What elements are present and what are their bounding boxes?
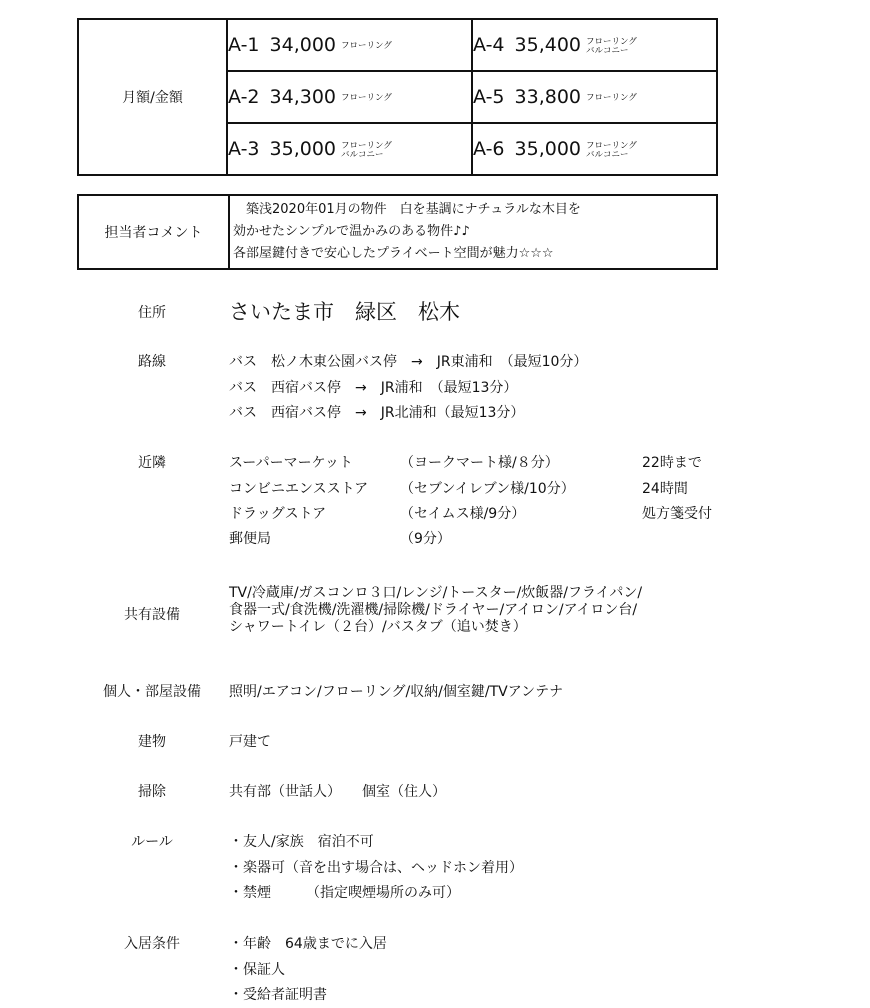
shared-line: シャワートイレ（２台）/バスタブ（追い焚き） bbox=[229, 619, 527, 635]
shared-label: 共有設備 bbox=[124, 607, 180, 623]
room-id: A-2 bbox=[228, 86, 260, 108]
route-line: バス 西宿バス停 → JR浦和 （最短13分） bbox=[229, 380, 518, 396]
comment-line: 各部屋鍵付きで安心したプライベート空間が魅力☆☆☆ bbox=[233, 246, 554, 261]
nearby-name: 郵便局 bbox=[229, 531, 271, 547]
room-feature: バルコニー bbox=[586, 149, 629, 160]
conditions-label: 入居条件 bbox=[124, 936, 180, 952]
room-feature: バルコニー bbox=[586, 45, 629, 56]
room-price: 35,000 bbox=[269, 138, 337, 160]
room-cell bbox=[472, 19, 717, 71]
address-value: さいたま市 緑区 松木 bbox=[229, 300, 460, 324]
nearby-note: 24時間 bbox=[642, 481, 688, 497]
nearby-name: コンビニエンスストア bbox=[229, 481, 369, 497]
room-features bbox=[586, 94, 637, 103]
room-price: 34,000 bbox=[269, 34, 337, 56]
room-feature: フローリング bbox=[341, 41, 392, 51]
building-label: 建物 bbox=[138, 734, 166, 750]
room-feature: フローリング bbox=[586, 140, 637, 151]
rules-line: ・楽器可（音を出す場合は、ヘッドホン着用） bbox=[229, 860, 523, 876]
nearby-label: 近隣 bbox=[138, 455, 166, 471]
address-label: 住所 bbox=[138, 305, 166, 321]
room-price: 33,800 bbox=[514, 86, 582, 108]
room-features bbox=[341, 94, 392, 103]
nearby-note: 処方箋受付 bbox=[642, 506, 712, 522]
room-feature: フローリング bbox=[341, 93, 392, 103]
room-id: A-5 bbox=[473, 86, 505, 108]
room-features bbox=[586, 142, 637, 160]
comment-table bbox=[77, 194, 718, 270]
nearby-detail: （セブンイレブン様/10分） bbox=[400, 481, 575, 497]
room-feature: フローリング bbox=[341, 140, 392, 151]
room-cell bbox=[227, 71, 472, 123]
rules-line: ・禁煙 （指定喫煙場所のみ可） bbox=[229, 885, 460, 901]
shared-line: TV/冷蔵庫/ガスコンロ３口/レンジ/トースター/炊飯器/フライパン/ bbox=[229, 585, 643, 601]
personal-label: 個人・部屋設備 bbox=[103, 684, 201, 700]
room-features bbox=[341, 142, 392, 160]
building-value: 戸建て bbox=[229, 734, 271, 750]
shared-line: 食器一式/食洗機/洗濯機/掃除機/ドライヤー/アイロン/アイロン台/ bbox=[229, 602, 638, 618]
rules-line: ・友人/家族 宿泊不可 bbox=[229, 834, 374, 850]
room-cell bbox=[227, 19, 472, 71]
conditions-line: ・保証人 bbox=[229, 962, 285, 978]
room-cell bbox=[472, 123, 717, 175]
rules-label: ルール bbox=[131, 834, 173, 850]
cleaning-label: 掃除 bbox=[138, 784, 166, 800]
nearby-note: 22時まで bbox=[642, 455, 702, 471]
nearby-name: スーパーマーケット bbox=[229, 455, 353, 471]
room-features bbox=[341, 42, 392, 51]
room-id: A-3 bbox=[228, 138, 260, 160]
comment-line: 効かせたシンプルで温かみのある物件♪♪ bbox=[233, 224, 470, 239]
route-line: バス 松ノ木東公園バス停 → JR東浦和 （最短10分） bbox=[229, 354, 588, 370]
conditions-line: ・年齢 64歳までに入居 bbox=[229, 936, 387, 952]
room-price: 35,400 bbox=[514, 34, 582, 56]
comment-label: 担当者コメント bbox=[78, 195, 229, 269]
nearby-detail: （ヨークマート様/８分） bbox=[400, 455, 559, 471]
room-cell bbox=[227, 123, 472, 175]
room-feature: バルコニー bbox=[341, 149, 384, 160]
personal-value: 照明/エアコン/フローリング/収納/個室鍵/TVアンテナ bbox=[229, 684, 564, 700]
nearby-detail: （9分） bbox=[400, 531, 451, 547]
cleaning-value: 共有部（世話人） 個室（住人） bbox=[229, 784, 446, 800]
room-feature: フローリング bbox=[586, 36, 637, 47]
room-cell bbox=[472, 71, 717, 123]
comment-line: 築浅2020年01月の物件 白を基調にナチュラルな木目を bbox=[233, 202, 581, 217]
room-id: A-4 bbox=[473, 34, 505, 56]
comment-body bbox=[229, 195, 717, 269]
room-feature: フローリング bbox=[586, 93, 637, 103]
room-price: 35,000 bbox=[514, 138, 582, 160]
route-label: 路線 bbox=[138, 354, 166, 370]
rent-label: 月額/金額 bbox=[78, 19, 227, 175]
nearby-detail: （セイムス様/9分） bbox=[400, 506, 526, 522]
rent-table bbox=[77, 18, 718, 176]
room-id: A-1 bbox=[228, 34, 260, 56]
route-line: バス 西宿バス停 → JR北浦和（最短13分） bbox=[229, 405, 525, 421]
conditions-line: ・受給者証明書 bbox=[229, 987, 327, 1003]
room-features bbox=[586, 38, 637, 56]
nearby-name: ドラッグストア bbox=[229, 506, 327, 522]
room-price: 34,300 bbox=[269, 86, 337, 108]
room-id: A-6 bbox=[473, 138, 505, 160]
